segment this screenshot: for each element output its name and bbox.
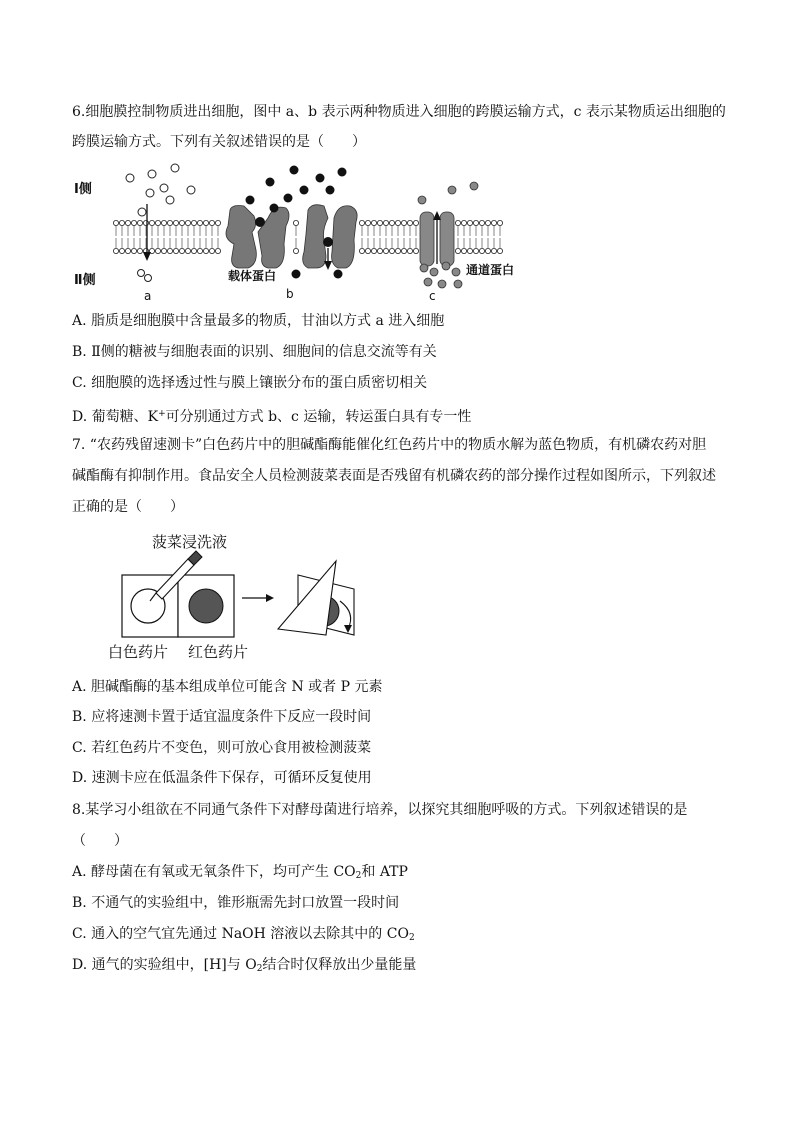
q7-stem-line2: 碱酯酶有抑制作用。食品安全人员检测菠菜表面是否残留有机磷农药的部分操作过程如图所示，下列叙述 bbox=[72, 468, 716, 484]
q8-stem-line1: 8.某学习小组欲在不同通气条件下对酵母菌进行培养，以探究其细胞呼吸的方式。下列叙述错误的是 bbox=[72, 802, 688, 818]
red-tablet bbox=[189, 589, 223, 623]
o2-subscript: 2 bbox=[256, 964, 263, 974]
label-a: a bbox=[144, 289, 152, 303]
q6-option-b[interactable]: B. Ⅱ侧的糖被与细胞表面的识别、细胞间的信息交流等有关 bbox=[72, 344, 437, 360]
q7-option-c[interactable]: C. 若红色药片不变色，则可放心食用被检测菠菜 bbox=[72, 740, 372, 756]
side-1-label: Ⅰ侧 bbox=[74, 182, 92, 197]
q8-option-a-pre: A. 酵母菌在有氧或无氧条件下，均可产生 CO bbox=[72, 864, 356, 880]
co2-subscript: 2 bbox=[408, 933, 415, 943]
q6-option-d[interactable] bbox=[72, 404, 471, 427]
q8-stem-line2: （ ） bbox=[72, 833, 128, 849]
q8-option-a[interactable] bbox=[72, 862, 408, 886]
carrier-protein-label: 载体蛋白 bbox=[228, 269, 277, 283]
q7-option-d[interactable]: D. 速测卡应在低温条件下保存，可循环反复使用 bbox=[72, 770, 372, 786]
q6-option-c[interactable]: C. 细胞膜的选择透过性与膜上镶嵌分布的蛋白质密切相关 bbox=[72, 375, 428, 391]
membrane-transport-figure bbox=[72, 160, 532, 305]
q8-option-a-post: 和 ATP bbox=[361, 864, 408, 880]
q8-option-d[interactable] bbox=[72, 955, 416, 979]
q6-stem-line2: 跨膜运输方式。下列有关叙述错误的是（ ） bbox=[72, 134, 366, 150]
side-2-label: Ⅱ侧 bbox=[74, 273, 96, 288]
q7-stem-line3: 正确的是（ ） bbox=[72, 499, 184, 515]
channel-protein bbox=[420, 211, 454, 266]
q8-option-c[interactable] bbox=[72, 924, 415, 948]
q8-option-c-pre: C. 通入的空气宜先通过 NaOH 溶液以去除其中的 CO bbox=[72, 926, 409, 942]
co2-subscript: 2 bbox=[355, 871, 362, 881]
label-c: c bbox=[429, 289, 436, 303]
q7-option-b[interactable]: B. 应将速测卡置于适宜温度条件下反应一段时间 bbox=[72, 709, 372, 725]
q6-stem-line1: 6.细胞膜控制物质进出细胞，图中 a、b 表示两种物质进入细胞的跨膜运输方式，c 表示某物质运出细胞的 bbox=[72, 104, 726, 120]
k-plus-superscript: + bbox=[158, 409, 166, 419]
folded-card bbox=[278, 561, 354, 635]
q6-option-d-post: 可分别通过方式 b、c 运输，转运蛋白具有专一性 bbox=[165, 409, 472, 425]
test-card-figure bbox=[100, 525, 370, 665]
q6-option-a[interactable]: A. 脂质是细胞膜中含量最多的物质，甘油以方式 a 进入细胞 bbox=[72, 313, 445, 329]
spinach-wash-label: 菠菜浸洗液 bbox=[152, 533, 228, 551]
red-tablet-label: 红色药片 bbox=[188, 643, 249, 661]
q6-option-d-pre: D. 葡萄糖、K bbox=[72, 409, 159, 425]
white-tablet-label: 白色药片 bbox=[108, 643, 169, 661]
channel-protein-label: 通道蛋白 bbox=[466, 263, 515, 277]
q8-option-d-post: 结合时仅释放出少量能量 bbox=[262, 957, 417, 973]
q8-option-b[interactable]: B. 不通气的实验组中，锥形瓶需先封口放置一段时间 bbox=[72, 895, 400, 911]
q8-option-d-pre: D. 通气的实验组中，[H]与 O bbox=[72, 957, 257, 973]
q7-option-a[interactable]: A. 胆碱酯酶的基本组成单位可能含 N 或者 P 元素 bbox=[72, 679, 383, 695]
q7-stem-line1: 7. “农药残留速测卡”白色药片中的胆碱酯酶能催化红色药片中的物质水解为蓝色物质，有机磷农药对胆 bbox=[72, 437, 707, 453]
label-b: b bbox=[286, 287, 294, 301]
